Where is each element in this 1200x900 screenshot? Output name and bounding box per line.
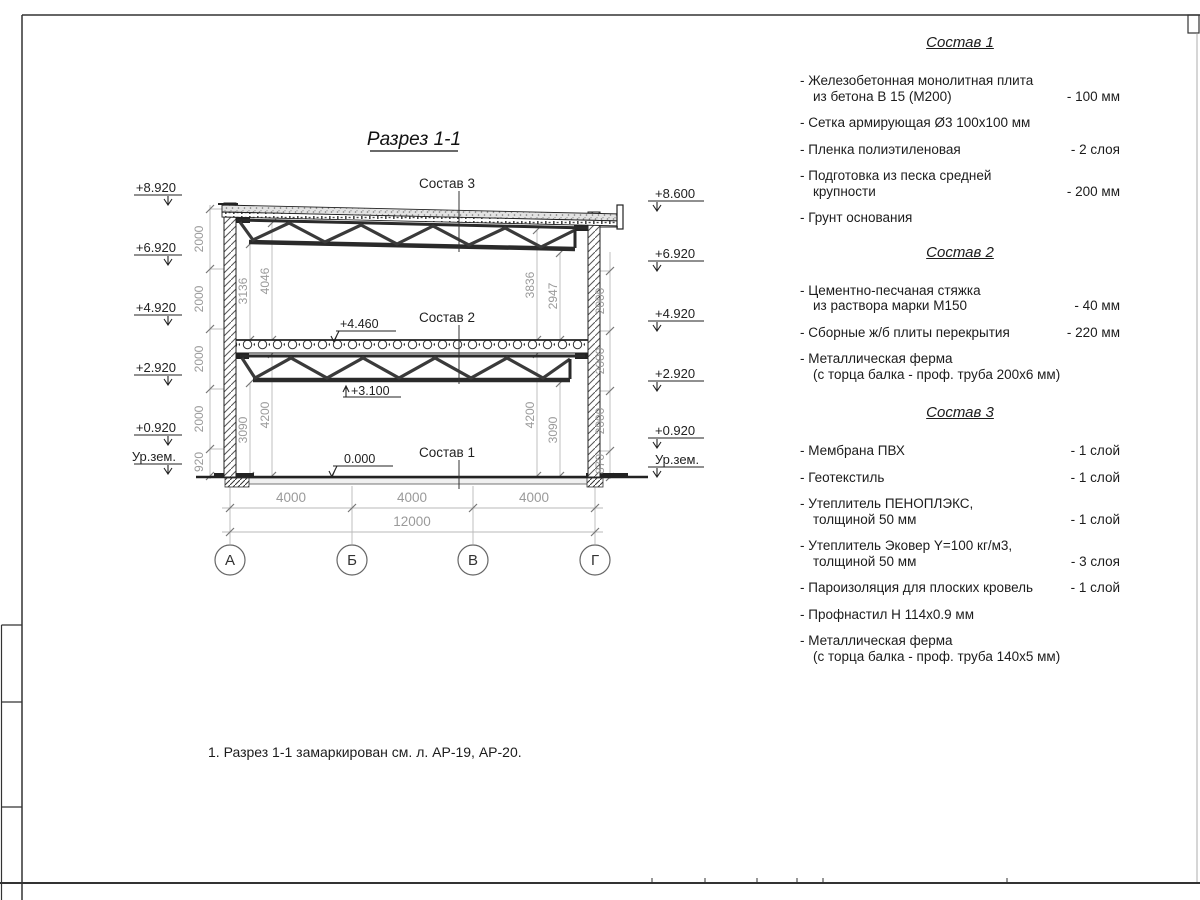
elev-right-4: +0.920	[655, 423, 696, 438]
material-item: - Подготовка из песка средней крупности - 200 мм	[800, 168, 1120, 199]
dim-3090-left: 3090	[236, 416, 250, 444]
level-floor2: +4.460	[340, 317, 379, 331]
elev-right-1: +6.920	[655, 246, 696, 261]
dim-3136: 3136	[236, 277, 250, 305]
composition-2	[800, 244, 1120, 383]
material-item: - Цементно-песчаная стяжка из раствора марки М150 - 40 мм	[800, 282, 1120, 313]
chain-right-0: 2000	[593, 287, 607, 315]
elev-left-1: +6.920	[135, 240, 176, 255]
dim-span-1: 4000	[396, 490, 428, 505]
roof-edge-fascia	[617, 205, 623, 229]
elev-right-5: Ур.зем.	[655, 452, 700, 467]
drawing-title: Разрез 1-1	[366, 129, 462, 150]
dim-4200-right: 4200	[523, 401, 537, 429]
composition-1	[800, 34, 1120, 226]
material-item: - Профнастил Н 114х0.9 мм	[800, 606, 974, 622]
composition-3	[800, 404, 1120, 664]
column-axes	[215, 545, 610, 575]
chain-right-2: 2000	[593, 407, 607, 435]
left-foundation-hatch	[225, 478, 249, 487]
material-item: - Грунт основания	[800, 210, 913, 225]
material-item: - Сетка армирующая Ø3 100х100 мм	[800, 115, 1031, 130]
material-item: - Металлическая ферма (с торца балка - проф. труба 200х6 мм)	[800, 351, 1061, 382]
axis-b: Б	[347, 552, 357, 569]
left-wall	[224, 203, 236, 477]
elev-right-2: +4.920	[655, 306, 696, 321]
chain-left-0: 2000	[192, 225, 206, 253]
material-item: - Мембрана ПВХ - 1 слой	[800, 443, 1120, 458]
material-item: - Пленка полиэтиленовая - 2 слоя	[800, 141, 1120, 157]
axis-v: В	[467, 552, 479, 569]
chain-left-1: 2000	[192, 285, 206, 313]
chain-left-3: 2000	[192, 405, 206, 433]
label-sostav1: Состав 1	[419, 445, 475, 460]
chain-left-2: 2000	[192, 345, 206, 373]
dim-span-0: 4000	[275, 490, 307, 505]
chain-left-4: 920	[192, 451, 206, 473]
elev-left-5: Ур.зем.	[131, 449, 176, 464]
material-item: - Утеплитель ПЕНОПЛЭКС, толщиной 50 мм - 1 слой	[800, 496, 1120, 527]
material-item: - Железобетонная монолитная плита из бетона В 15 (М200) - 100 мм	[800, 73, 1120, 104]
dim-total: 12000	[393, 514, 431, 529]
frame-left-stamp-boxes	[2, 625, 23, 900]
sheet-note: 1. Разрез 1-1 замаркирован см. л. АР-19, АР-20.	[208, 744, 522, 760]
material-item: - Пароизоляция для плоских кровель - 1 слой	[800, 580, 1120, 595]
elev-left-4: +0.920	[135, 420, 176, 435]
span-dims	[276, 490, 549, 529]
floor2-assembly	[236, 340, 588, 353]
floor2-truss	[236, 353, 588, 380]
elev-right-3: +2.920	[655, 366, 696, 381]
dim-4046: 4046	[258, 267, 272, 295]
chain-right-3: 870	[593, 453, 607, 475]
chain-dims-left	[192, 225, 206, 472]
material-item: - Утеплитель Эковер Y=100 кг/м3, толщиной 50 мм - 3 слоя	[800, 538, 1120, 569]
dim-span-2: 4000	[518, 490, 550, 505]
elev-left-0: +8.920	[135, 180, 176, 195]
level-floor1: 0.000	[344, 452, 376, 466]
chain-right-1: 2000	[593, 347, 607, 375]
material-item: - Геотекстиль - 1 слой	[800, 469, 1120, 485]
elevation-marks-right	[648, 186, 704, 477]
dim-3836: 3836	[523, 271, 537, 299]
level-truss-bottom: +3.100	[351, 384, 390, 398]
composition-2-title: Состав 2	[926, 243, 994, 261]
dim-2947: 2947	[546, 282, 560, 310]
elev-right-0: +8.600	[655, 186, 696, 201]
right-foundation-hatch	[587, 478, 603, 487]
dim-4200-left: 4200	[258, 401, 272, 429]
elevation-marks-left	[132, 180, 182, 474]
elev-left-3: +2.920	[135, 360, 176, 375]
material-item: - Сборные ж/б плиты перекрытия - 220 мм	[800, 324, 1120, 340]
axis-a: А	[224, 552, 236, 569]
label-sostav2: Состав 2	[419, 310, 475, 325]
label-sostav3: Состав 3	[419, 176, 475, 191]
composition-3-title: Состав 3	[926, 404, 994, 421]
axis-g: Г	[590, 552, 600, 569]
elev-left-2: +4.920	[135, 300, 176, 315]
frame-corner-box	[1188, 15, 1199, 33]
material-item: - Металлическая ферма (с торца балка - проф. труба 140х5 мм)	[800, 633, 1061, 664]
floor-slab-band	[236, 478, 588, 484]
composition-1-title: Состав 1	[926, 34, 994, 51]
dim-3090-right: 3090	[546, 416, 560, 444]
right-wall	[588, 212, 600, 477]
specification-panel	[800, 34, 1120, 675]
